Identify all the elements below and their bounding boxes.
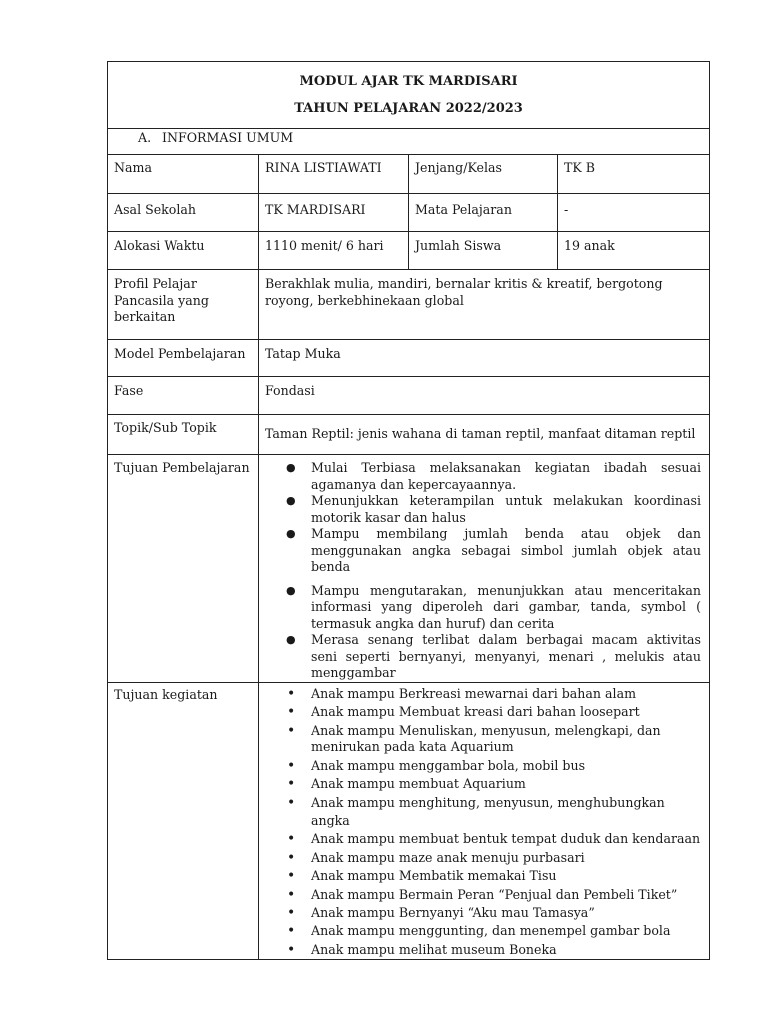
list-item: • Anak mampu Bermain Peran “Penjual dan Pembeli Tiket” [265,886,701,904]
list-item: • Anak mampu Membatik memakai Tisu [265,867,701,885]
sekolah-label: Asal Sekolah [108,194,259,232]
alokasi-value: 1110 menit/ 6 hari [259,232,409,270]
siswa-label: Jumlah Siswa [409,232,558,270]
title-cell [108,62,710,129]
info-row-nama [108,155,710,194]
list-item: ● Menunjukkan keterampilan untuk melakukan koordinasi motorik kasar dan halus [265,493,701,526]
list-item: • Anak mampu Menuliskan, menyusun, melengkapi, dan menirukan pada kata Aquarium [265,723,701,756]
tujuan-pembelajaran-list [265,460,701,682]
list-item: • Anak mampu membuat bentuk tempat duduk dan kendaraan [265,830,701,848]
section-a-row [108,129,710,155]
document-title: MODUL AJAR TK MARDISARI [299,74,518,89]
list-item: ● Mampu mengutarakan, menunjukkan atau menceritakan informasi yang diperoleh dari gambar, tanda, symbol ( termasuk angka dan huruf) dan cerita [265,583,701,633]
tujuan-kegiatan-row [108,683,710,960]
nama-value: RINA LISTIAWATI [259,155,409,194]
mapel-label: Mata Pelajaran [409,194,558,232]
list-item: ● Mulai Terbiasa melaksanakan kegiatan ibadah sesuai agamanya dan kepercayaannya. [265,460,701,493]
list-item: ● Merasa senang terlibat dalam berbagai macam aktivitas seni seperti bernyanyi, menyanyi, menari , melukis atau menggambar [265,632,701,682]
model-value: Tatap Muka [259,340,710,377]
info-row-sekolah [108,194,710,232]
list-item: • Anak mampu melihat museum Boneka [265,941,701,959]
list-item: • Anak mampu membuat Aquarium [265,775,701,793]
tujuan-kegiatan-list [265,685,701,959]
info-row-topik [108,415,710,455]
list-item: • Anak mampu menggambar bola, mobil bus [265,757,701,775]
academic-year: TAHUN PELAJARAN 2022/2023 [294,101,523,116]
info-row-model [108,340,710,377]
jenjang-value: TK B [558,155,710,194]
list-item: • Anak mampu menggunting, dan menempel gambar bola [265,922,701,940]
sekolah-value: TK MARDISARI [259,194,409,232]
list-item: • Anak mampu Membuat kreasi dari bahan loosepart [265,703,701,721]
list-item: • Anak mampu menghitung, menyusun, menghubungkan angka [265,794,701,831]
module-table [107,61,710,960]
profil-value: Berakhlak mulia, mandiri, bernalar kritis & kreatif, bergotong royong, berkebhinekaan global [259,270,710,340]
fase-value: Fondasi [259,377,710,415]
jenjang-label: Jenjang/Kelas [409,155,558,194]
info-row-profil [108,270,710,340]
siswa-value: 19 anak [558,232,710,270]
tujuan-kegiatan-cell [259,683,710,960]
section-letter: A. [138,130,152,145]
alokasi-label: Alokasi Waktu [108,232,259,270]
model-label: Model Pembelajaran [108,340,259,377]
fase-label: Fase [108,377,259,415]
profil-label: Profil Pelajar Pancasila yang berkaitan [108,270,259,340]
info-row-fase [108,377,710,415]
info-row-alokasi [108,232,710,270]
list-item: • Anak mampu Bernyanyi “Aku mau Tamasya” [265,904,701,922]
topik-label: Topik/Sub Topik [108,415,259,455]
list-item: • Anak mampu maze anak menuju purbasari [265,849,701,867]
tujuan-pembelajaran-label: Tujuan Pembelajaran [108,455,259,683]
tujuan-kegiatan-label: Tujuan kegiatan [108,683,259,960]
nama-label: Nama [108,155,259,194]
mapel-value: - [558,194,710,232]
list-item: • Anak mampu Berkreasi mewarnai dari bahan alam [265,685,701,703]
section-a-heading [108,129,710,155]
topik-value: Taman Reptil: jenis wahana di taman reptil, manfaat ditaman reptil [259,415,710,455]
tujuan-pembelajaran-row [108,455,710,683]
section-label: INFORMASI UMUM [162,130,294,145]
list-item: ● Mampu membilang jumlah benda atau objek dan menggunakan angka sebagai simbol jumlah objek atau benda [265,526,701,576]
tujuan-pembelajaran-cell [259,455,710,683]
title-row [108,62,710,129]
